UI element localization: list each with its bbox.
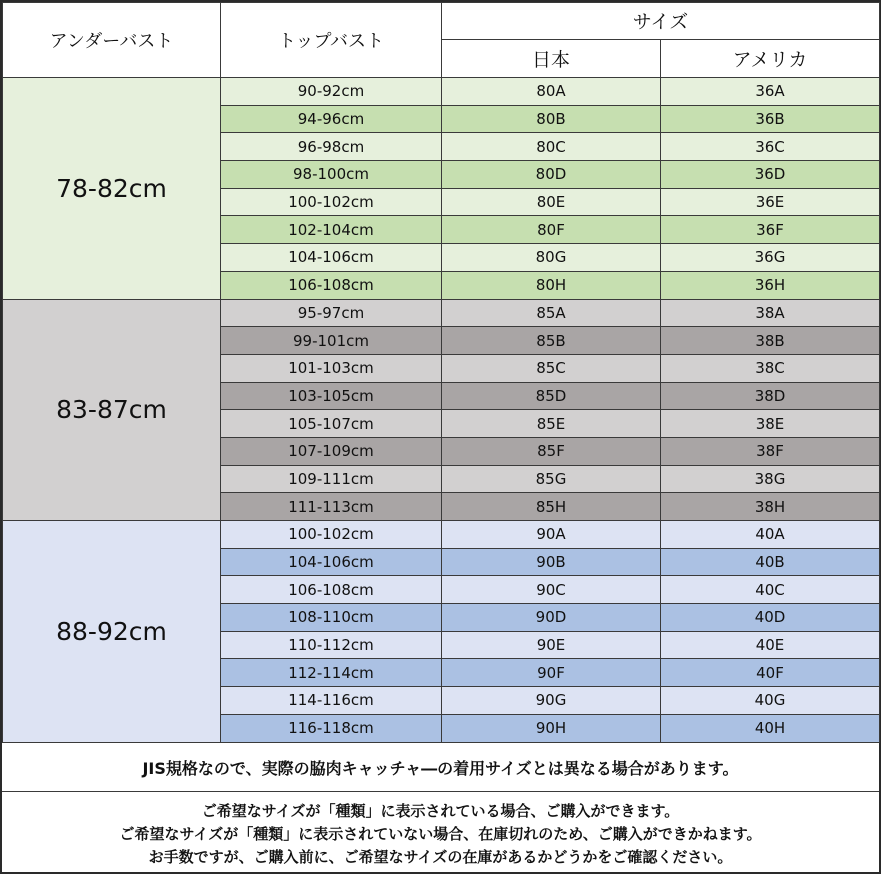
jp-size-cell: 85E [442,410,661,438]
us-size-cell: 38G [661,465,880,493]
top-bust-cell: 104-106cm [221,244,442,272]
top-bust-cell: 102-104cm [221,216,442,244]
top-bust-cell: 112-114cm [221,659,442,687]
header-under-bust: アンダーバスト [3,3,221,78]
purchase-note-line-2: ご希望なサイズが「種類」に表示されていない場合、在庫切れのため、ご購入ができかねます。 [119,824,762,843]
purchase-notes [2,794,879,874]
top-bust-cell: 108-110cm [221,604,442,632]
under-bust-78-82: 78-82cm [3,78,221,300]
us-size-cell: 36H [661,271,880,299]
top-bust-cell: 103-105cm [221,382,442,410]
jp-size-cell: 80B [442,105,661,133]
under-bust-88-92: 88-92cm [3,521,221,743]
us-size-cell: 36G [661,244,880,272]
us-size-cell: 36C [661,133,880,161]
jp-size-cell: 80C [442,133,661,161]
jp-size-cell: 85G [442,465,661,493]
us-size-cell: 38A [661,299,880,327]
jp-size-cell: 90D [442,604,661,632]
top-bust-cell: 114-116cm [221,687,442,715]
top-bust-cell: 111-113cm [221,493,442,521]
us-size-cell: 36D [661,161,880,189]
us-size-cell: 38H [661,493,880,521]
top-bust-cell: 100-102cm [221,521,442,549]
top-bust-cell: 98-100cm [221,161,442,189]
top-bust-cell: 94-96cm [221,105,442,133]
top-bust-cell: 106-108cm [221,576,442,604]
jp-size-cell: 90A [442,521,661,549]
jp-size-cell: 85A [442,299,661,327]
us-size-cell: 36B [661,105,880,133]
size-table [2,2,880,743]
top-bust-cell: 95-97cm [221,299,442,327]
us-size-cell: 38C [661,354,880,382]
top-bust-cell: 105-107cm [221,410,442,438]
jp-size-cell: 80G [442,244,661,272]
jp-size-cell: 90E [442,631,661,659]
header-top-bust: トップバスト [221,3,442,78]
jp-size-cell: 90G [442,687,661,715]
top-bust-cell: 106-108cm [221,271,442,299]
us-size-cell: 40F [661,659,880,687]
us-size-cell: 40B [661,548,880,576]
us-size-cell: 40H [661,714,880,742]
top-bust-cell: 96-98cm [221,133,442,161]
us-size-cell: 38E [661,410,880,438]
us-size-cell: 40E [661,631,880,659]
top-bust-cell: 104-106cm [221,548,442,576]
us-size-cell: 40C [661,576,880,604]
top-bust-cell: 116-118cm [221,714,442,742]
top-bust-cell: 109-111cm [221,465,442,493]
us-size-cell: 36F [661,216,880,244]
us-size-cell: 36E [661,188,880,216]
us-size-cell: 36A [661,78,880,106]
purchase-note-line-3: お手数ですが、ご購入前に、ご希望なサイズの在庫があるかどうかをご確認ください。 [148,847,733,866]
under-bust-83-87: 83-87cm [3,299,221,521]
us-size-cell: 40D [661,604,880,632]
jp-size-cell: 80D [442,161,661,189]
jp-size-cell: 80A [442,78,661,106]
jp-size-cell: 80F [442,216,661,244]
jp-size-cell: 85F [442,437,661,465]
header-japan: 日本 [442,39,661,77]
jp-size-cell: 90B [442,548,661,576]
top-bust-cell: 110-112cm [221,631,442,659]
us-size-cell: 40G [661,687,880,715]
jis-note: JIS規格なので、実際の脇肉キャッチャ―の着用サイズとは異なる場合があります。 [2,742,879,792]
jp-size-cell: 80E [442,188,661,216]
top-bust-cell: 101-103cm [221,354,442,382]
header-usa: アメリカ [661,39,880,77]
us-size-cell: 38D [661,382,880,410]
jp-size-cell: 90H [442,714,661,742]
jp-size-cell: 85C [442,354,661,382]
jp-size-cell: 85B [442,327,661,355]
top-bust-cell: 99-101cm [221,327,442,355]
us-size-cell: 38F [661,437,880,465]
jp-size-cell: 90F [442,659,661,687]
jp-size-cell: 90C [442,576,661,604]
top-bust-cell: 90-92cm [221,78,442,106]
top-bust-cell: 107-109cm [221,437,442,465]
jp-size-cell: 85H [442,493,661,521]
header-size: サイズ [442,3,880,40]
top-bust-cell: 100-102cm [221,188,442,216]
purchase-note-line-1: ご希望なサイズが「種類」に表示されている場合、ご購入ができます。 [201,801,680,820]
jp-size-cell: 85D [442,382,661,410]
us-size-cell: 40A [661,521,880,549]
us-size-cell: 38B [661,327,880,355]
jp-size-cell: 80H [442,271,661,299]
